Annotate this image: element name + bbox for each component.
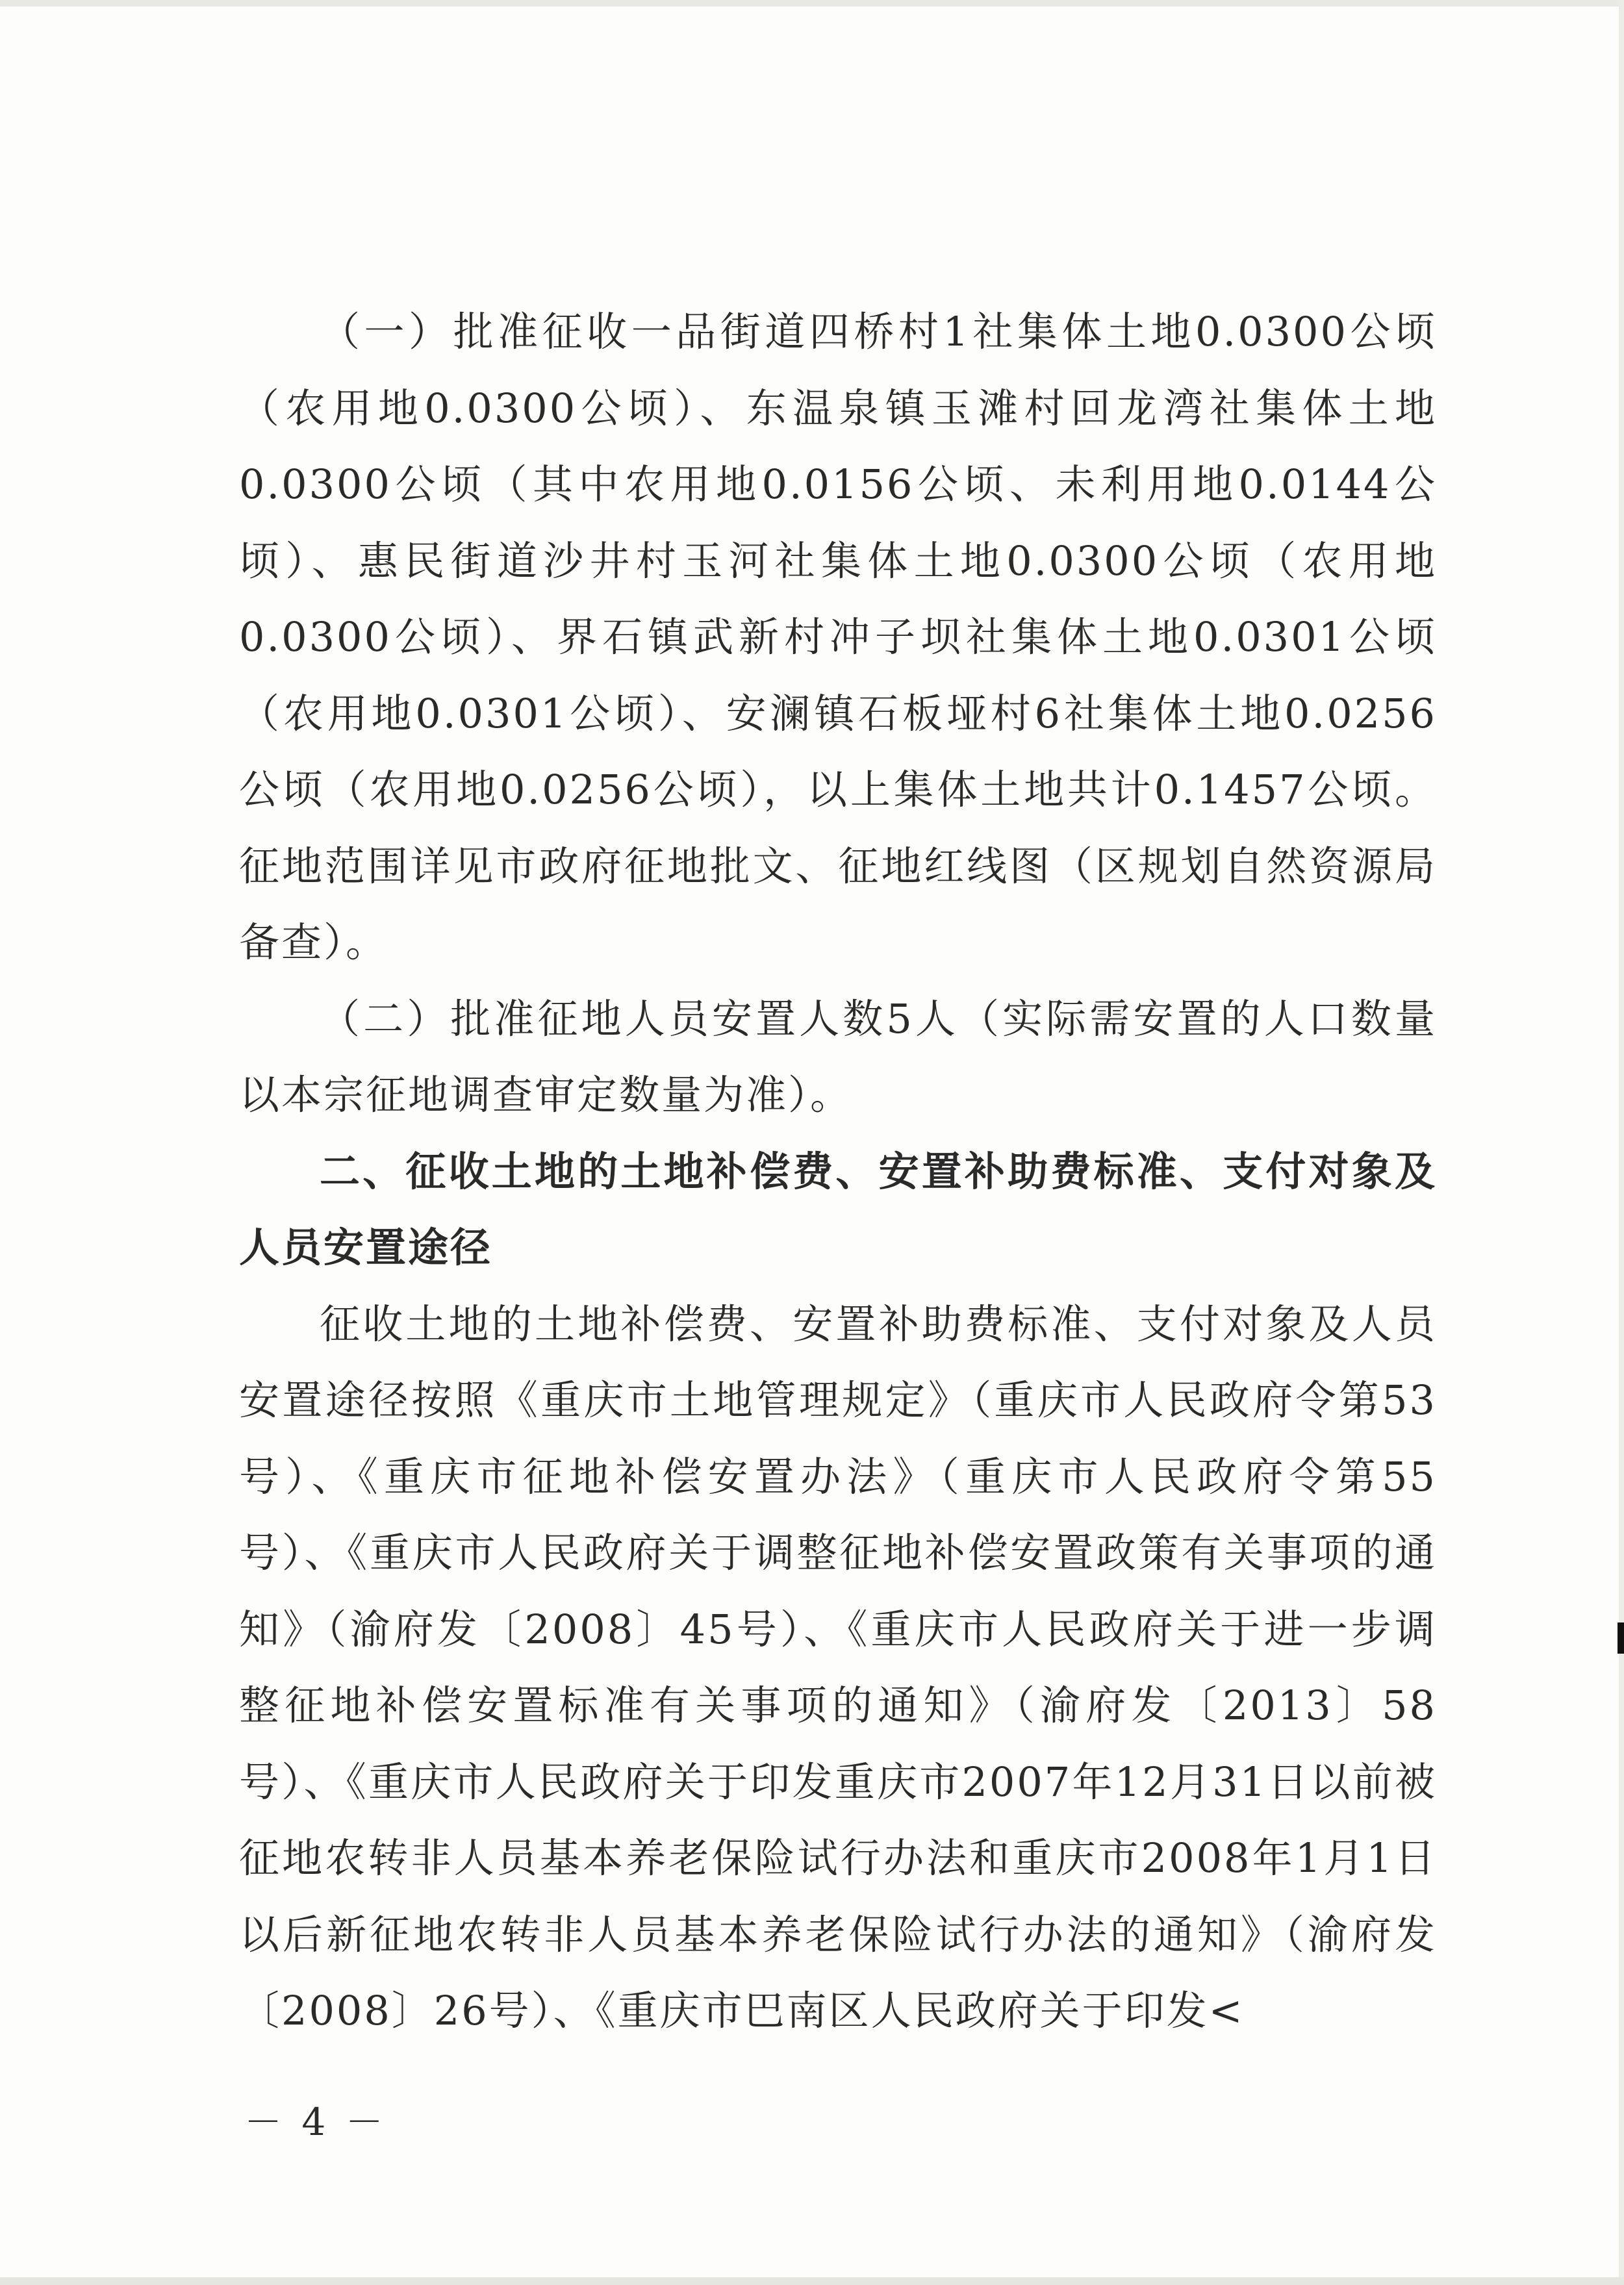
paragraph-resettlement-count: （二）批准征地人员安置人数5人（实际需安置的人口数量以本宗征地调查审定数量为准）。 — [239, 994, 1437, 1118]
paragraph-compensation-basis: 征收土地的土地补偿费、安置补助费标准、支付对象及人员安置途径按照《重庆市土地管理规定》（重庆市人民政府令第53号）、《重庆市征地补偿安置办法》（重庆市人民政府令第55号）、《重庆市人民政府关于调整征地补偿安置政策有关事项的通知》（渝府发〔2008〕45号）、《重庆市人民政府关于进一步调整征地补偿安置标准有关事项的通知》（渝府发〔2013〕58号）、《重庆市人民政府关于印发重庆市2007年12月31日以前被征地农转非人员基本养老保险试行办法和重庆市2008年1月1日以后新征地农转非人员基本养老保险试行办法的通知》（渝府发〔2008〕26号）、《重庆市巴南区人民政府关于印发< — [239, 1300, 1437, 2034]
page-number: － 4 － — [244, 2100, 387, 2144]
scan-side-mark — [1618, 1622, 1624, 1654]
document-body — [239, 294, 1437, 2049]
scan-right-edge — [1619, 0, 1624, 2285]
section-heading-compensation: 二、征收土地的土地补偿费、安置补助费标准、支付对象及人员安置途径 — [239, 1147, 1437, 1271]
scan-bottom-edge — [0, 2277, 1624, 2285]
paragraph-land-requisition-approval: （一）批准征收一品街道四桥村1社集体土地0.0300公顷（农用地0.0300公顷）、东温泉镇玉滩村回龙湾社集体土地0.0300公顷（其中农用地0.0156公顷、未利用地0.0144公顷）、惠民街道沙井村玉河社集体土地0.0300公顷（农用地0.0300公顷）、界石镇武新村冲子坝社集体土地0.0301公顷（农用地0.0301公顷）、安澜镇石板垭村6社集体土地0.0256公顷（农用地0.0256公顷），以上集体土地共计0.1457公顷。征地范围详见市政府征地批文、征地红线图（区规划自然资源局备查）。 — [239, 308, 1437, 966]
scan-top-edge — [0, 0, 1624, 6]
